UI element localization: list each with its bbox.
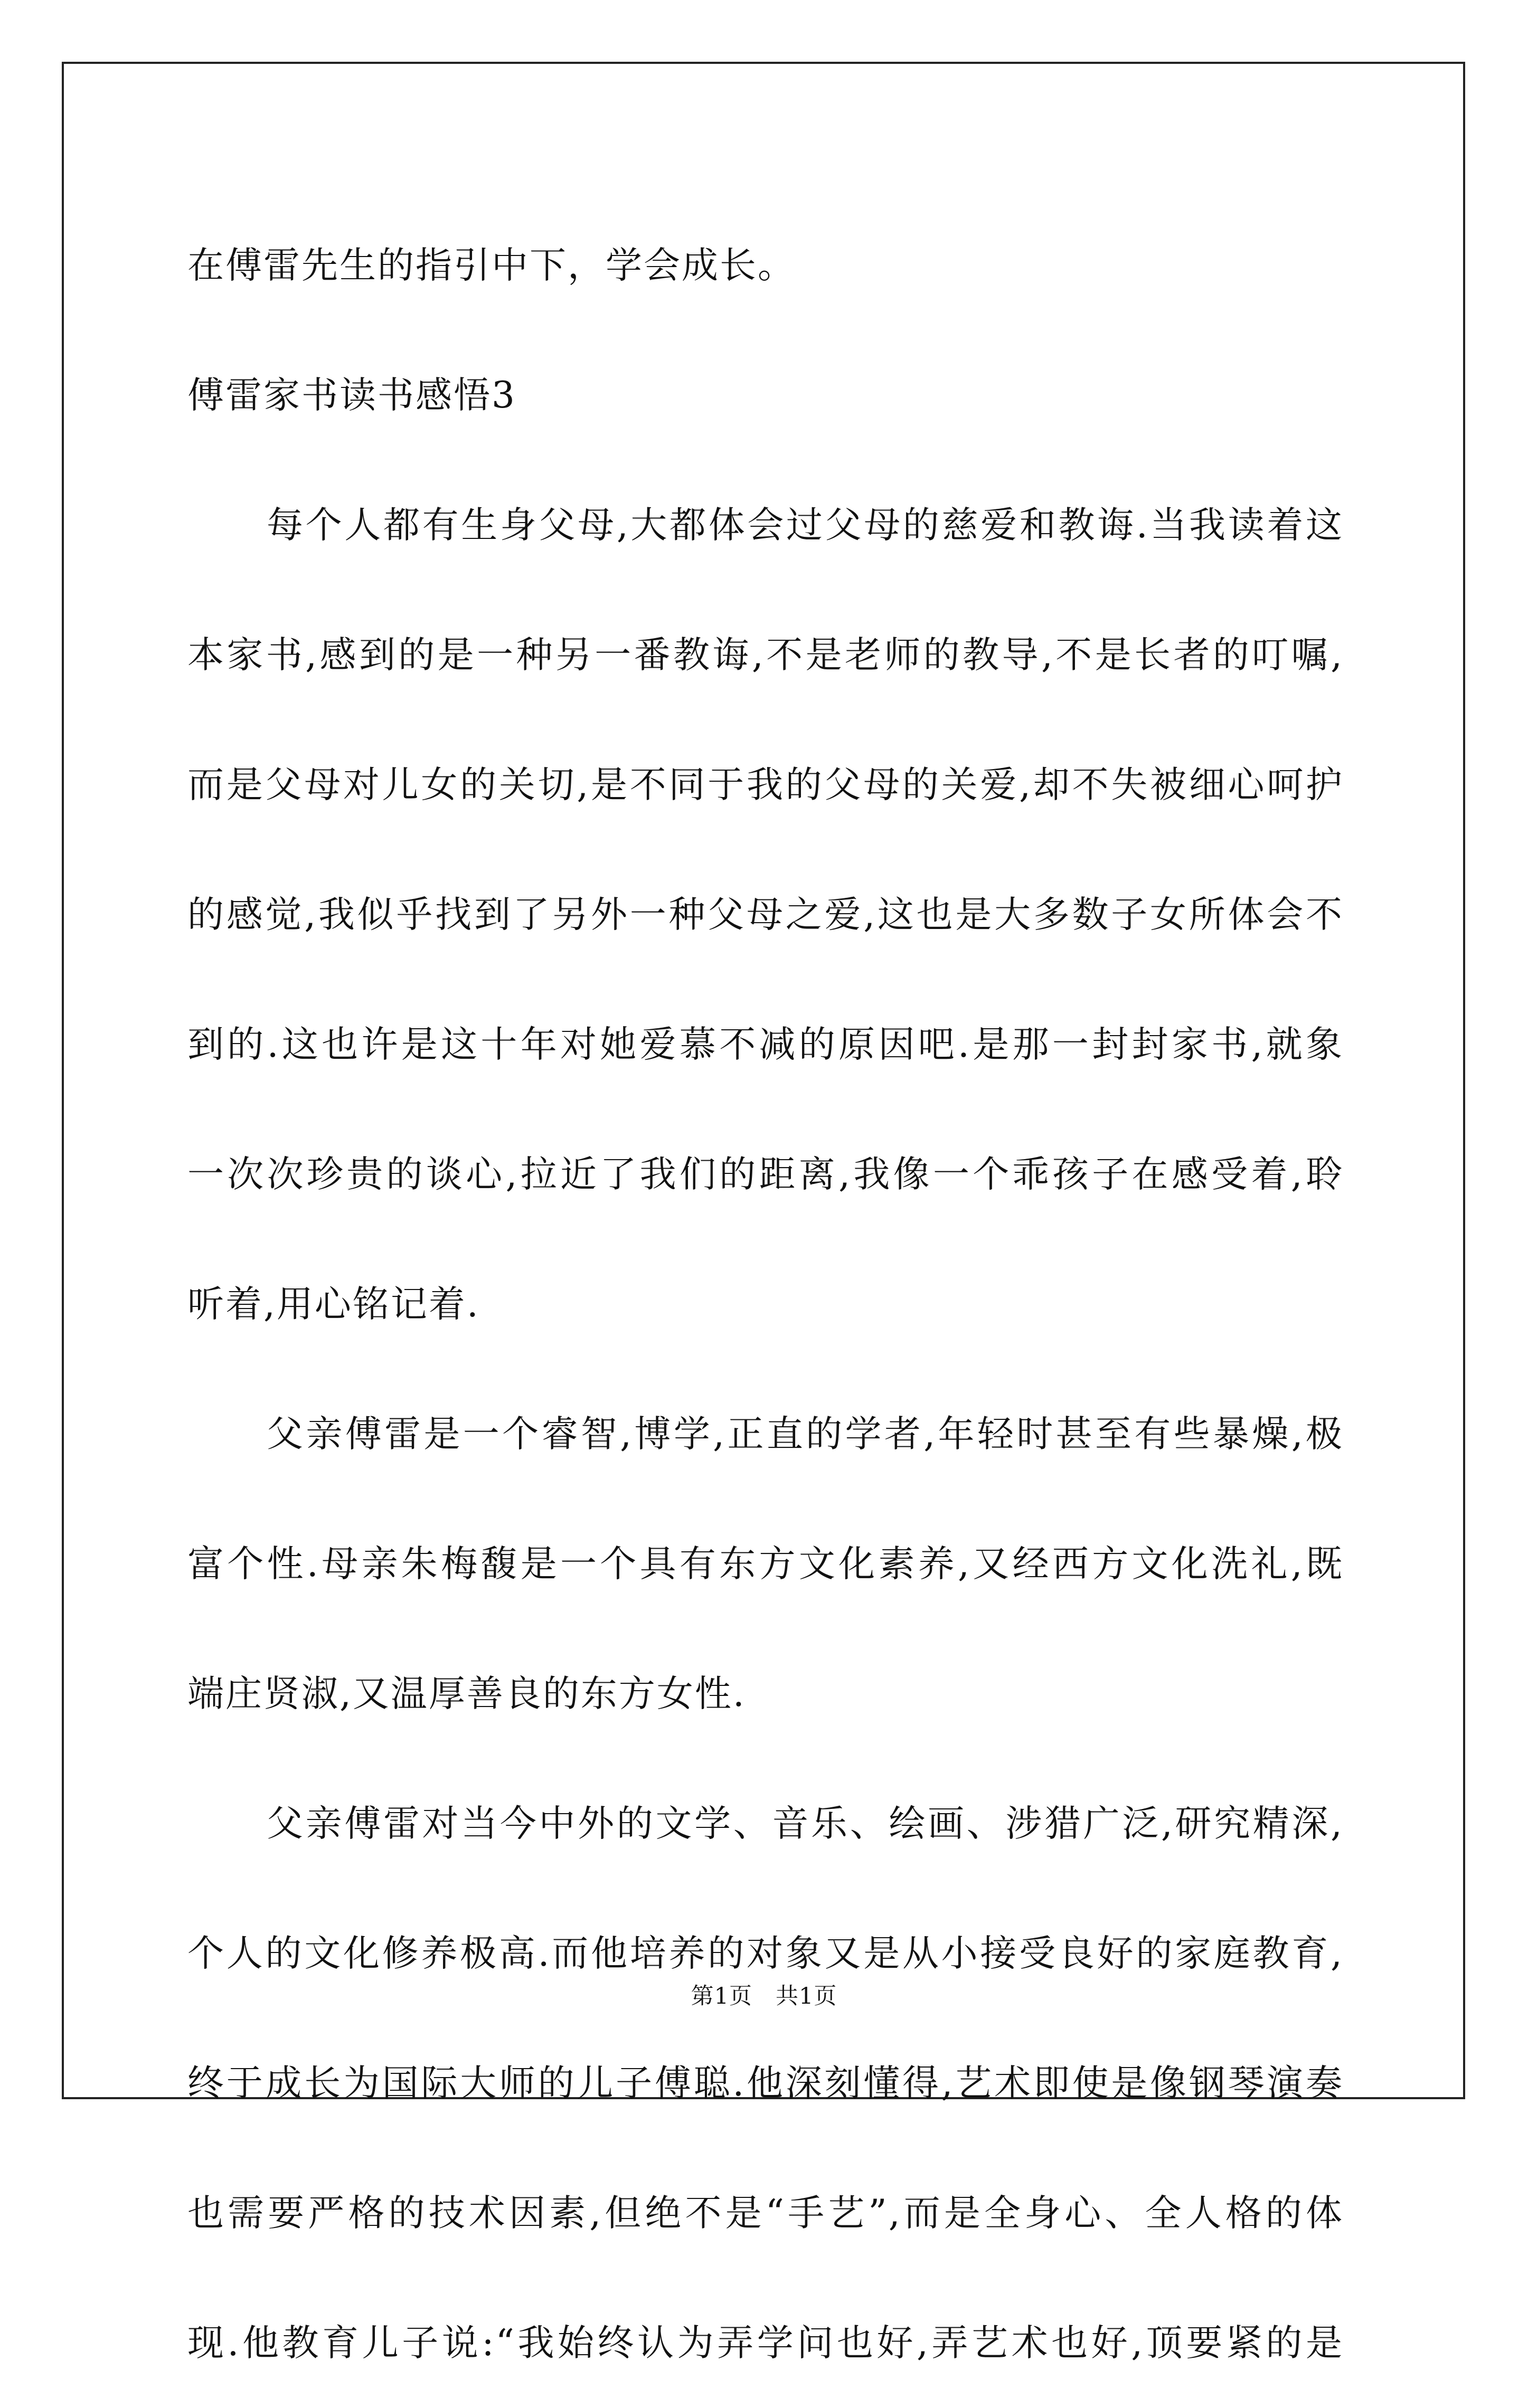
paragraph-line: 也需要严格的技术因素,但绝不是“手艺”,而是全身心、全人格的体 xyxy=(187,2192,1344,2234)
text-line: 在傅雷先生的指引中下，学会成长。 xyxy=(187,244,796,287)
paragraph-line: 本家书,感到的是一种另一番教诲,不是老师的教导,不是长者的叮嘱, xyxy=(187,634,1344,676)
paragraph-line: 现.他教育儿子说:“我始终认为弄学问也好,弄艺术也好,顶要紧的是 xyxy=(187,2322,1344,2364)
document-body xyxy=(187,201,1344,2408)
paragraph-line: 端庄贤淑,又温厚善良的东方女性. xyxy=(187,1673,746,1715)
paragraph-line: 父亲傅雷对当今中外的文学、音乐、绘画、涉猎广泛,研究精深, xyxy=(267,1803,1344,1845)
paragraph-line: 一次次珍贵的谈心,拉近了我们的距离,我像一个乖孩子在感受着,聆 xyxy=(187,1153,1344,1196)
paragraph-line: 听着,用心铭记着. xyxy=(187,1283,480,1325)
page-number-footer: 第1页 共1页 xyxy=(691,1983,837,2009)
paragraph-line: 富个性.母亲朱梅馥是一个具有东方文化素养,又经西方文化洗礼,既 xyxy=(187,1543,1344,1585)
paragraph-line: 的感觉,我似乎找到了另外一种父母之爱,这也是大多数子女所体会不 xyxy=(187,894,1344,936)
paragraph-line: 个人的文化修养极高.而他培养的对象又是从小接受良好的家庭教育, xyxy=(187,1932,1344,1975)
paragraph-line: 每个人都有生身父母,大都体会过父母的慈爱和教诲.当我读着这 xyxy=(267,504,1344,546)
paragraph-line: 到的.这也许是这十年对她爱慕不减的原因吧.是那一封封家书,就象 xyxy=(187,1023,1344,1066)
paragraph-line: 父亲傅雷是一个睿智,博学,正直的学者,年轻时甚至有些暴燥,极 xyxy=(267,1413,1344,1455)
paragraph-line: 终于成长为国际大师的儿子傅聪.他深刻懂得,艺术即使是像钢琴演奏 xyxy=(187,2062,1344,2104)
paragraph-line: 而是父母对儿女的关切,是不同于我的父母的关爱,却不失被细心呵护 xyxy=(187,764,1344,806)
section-title: 傅雷家书读书感悟3 xyxy=(187,374,516,416)
